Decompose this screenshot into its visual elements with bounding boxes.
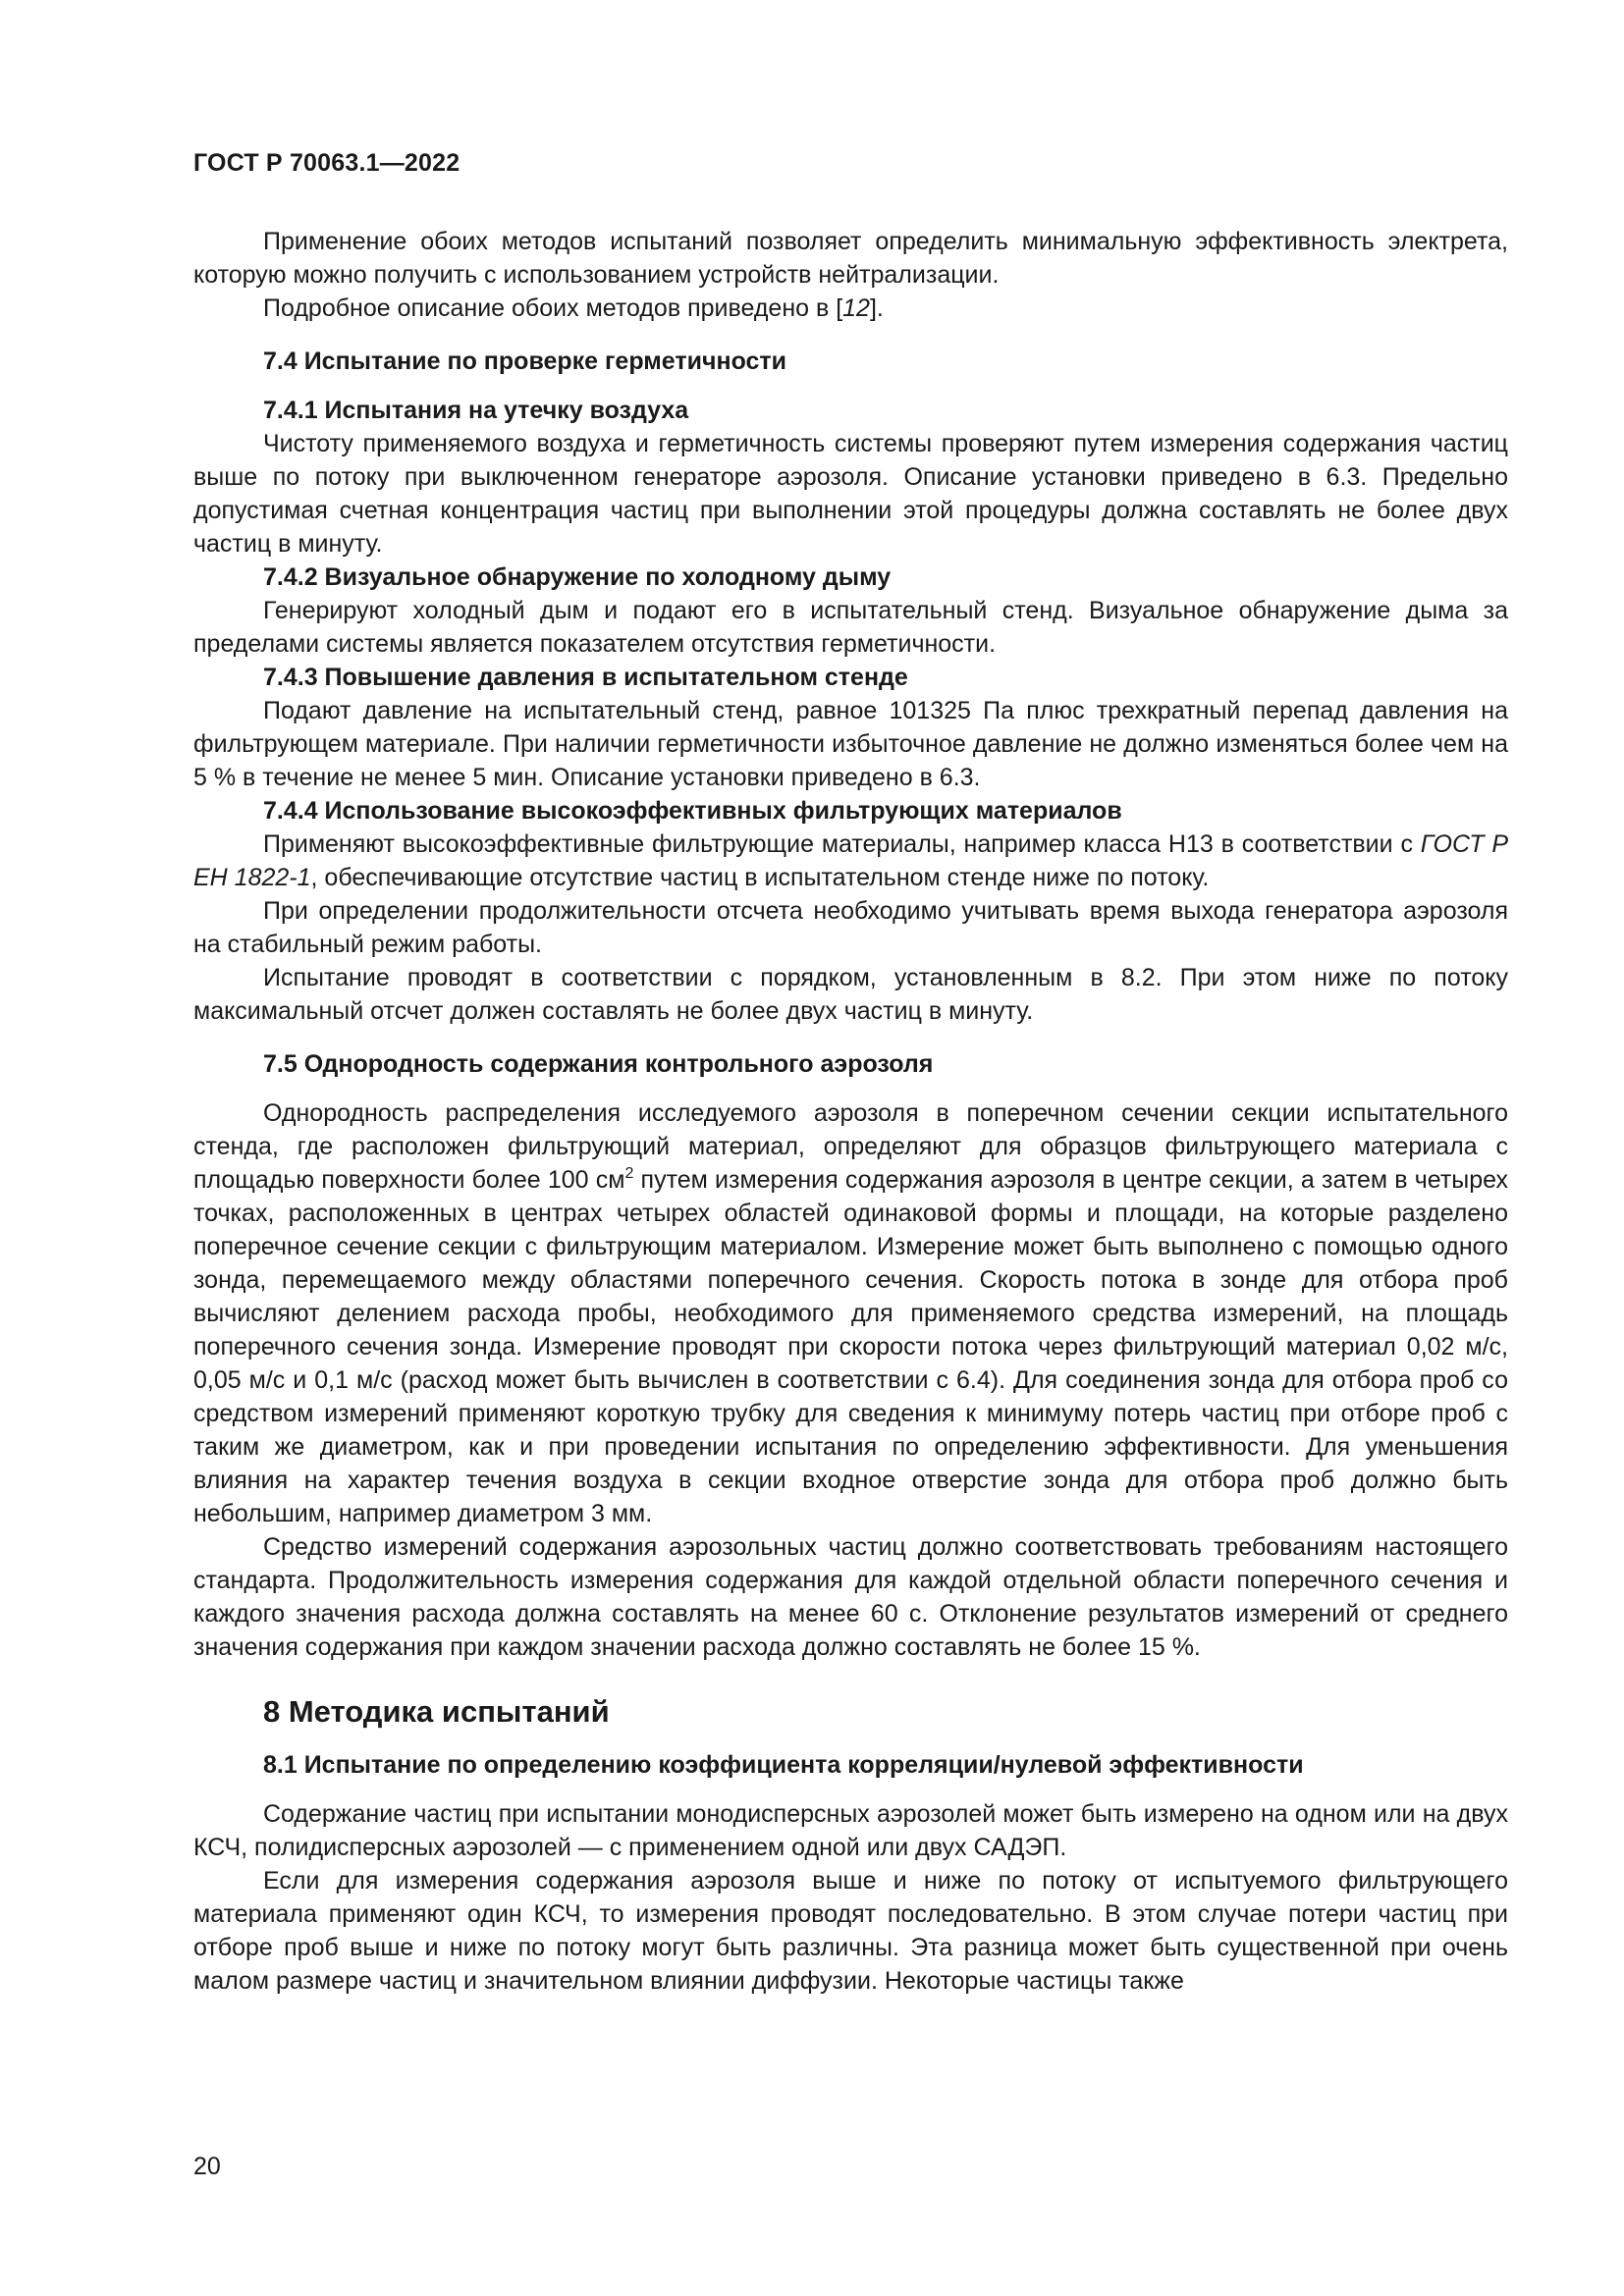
section-heading-8-1: 8.1 Испытание по определению коэффициента корреляции/нулевой эффективности — [263, 1751, 1304, 1779]
text-run: Подробное описание обоих методов приведено в [ — [263, 294, 843, 322]
paragraph: Генерируют холодный дым и подают его в испытательный стенд. Визуальное обнаружение дыма за пределами системы является показателем отсутствия герметичности. — [193, 597, 1508, 658]
text-run: , обеспечивающие отсутствие частиц в испытательном стенде ниже по потоку. — [310, 864, 1210, 891]
paragraph: Если для измерения содержания аэрозоля выше и ниже по потоку от испытуемого фильтрующего материала применяют один КСЧ, то измерения проводят последовательно. В этом случае потери частиц при отборе проб выше и ниже по потоку могут быть различны. Эта разница может быть существенной при очень малом размере частиц и значительном влиянии диффузии. Некоторые частицы также — [193, 1867, 1508, 1995]
paragraph: Подают давление на испытательный стенд, равное 101325 Па плюс трехкратный перепад давления на фильтрующем материале. При наличии герметичности избыточное давление не должно изменяться более чем на 5 % в течение не менее 5 мин. Описание установки приведено в 6.3. — [193, 697, 1508, 791]
paragraph — [193, 292, 1508, 325]
text-run: ]. — [869, 294, 884, 322]
superscript: 2 — [624, 1165, 634, 1182]
text-run: Применяют высокоэффективные фильтрующие материалы, например класса Н13 в соответствии с — [263, 830, 1421, 858]
section-heading-8: 8 Методика испытаний — [263, 1694, 610, 1729]
paragraph — [193, 1096, 1508, 1530]
section-heading-7-4-3: 7.4.3 Повышение давления в испытательном стенде — [263, 664, 908, 691]
standard-reference: ГОСТ Р ЕН 1822-1 — [193, 830, 1508, 891]
paragraph — [193, 828, 1508, 894]
section-heading-7-4-4: 7.4.4 Использование высокоэффективных фильтрующих материалов — [263, 797, 1122, 825]
page-number: 20 — [193, 2153, 221, 2180]
paragraph: Средство измерений содержания аэрозольных частиц должно соответствовать требованиям настоящего стандарта. Продолжительность измерения содержания для каждой отдельной области поперечного сечения и каждого значения расхода должна составлять на менее 60 с. Отклонение результатов измерений от среднего значения содержания при каждом значении расхода должно составлять не более 15 %. — [193, 1533, 1508, 1661]
section-heading-7-4: 7.4 Испытание по проверке герметичности — [263, 347, 787, 375]
paragraph: Содержание частиц при испытании монодисперсных аэрозолей может быть измерено на одном или на двух КСЧ, полидисперсных аэрозолей — с применением одной или двух САДЭП. — [193, 1800, 1508, 1861]
paragraph: Применение обоих методов испытаний позволяет определить минимальную эффективность электрета, которую можно получить с использованием устройств нейтрализации. — [193, 228, 1508, 289]
document-body — [193, 225, 1508, 1998]
text-run: путем измерения содержания аэрозоля в центре секции, а затем в четырех точках, расположенных в центрах четырех областей одинаковой формы и площади, на которые разделено поперечное сечение секции с фильтрующим материалом. Измерение может быть выполнено с помощью одного зонда, перемещаемого между областями поперечного сечения. Скорость потока в зонде для отбора проб вычисляют делением расхода пробы, необходимого для применяемого средства измерений, на площадь поперечного сечения зонда. Измерение проводят при скорости потока через фильтрующий материал 0,02 м/с, 0,05 м/с и 0,1 м/с (расход может быть вычислен в соответствии с 6.4). Для соединения зонда для отбора проб со средством измерений применяют короткую трубку для сведения к минимуму потерь частиц при отборе проб с таким же диаметром, как и при проведении испытания по определению эффективности. Для уменьшения влияния на характер течения воздуха в секции входное отверстие зонда для отбора проб должно быть небольшим, например диаметром 3 мм. — [193, 1166, 1508, 1527]
document-id: ГОСТ Р 70063.1—2022 — [193, 149, 460, 177]
text-run: Однородность распределения исследуемого аэрозоля в поперечном сечении секции испытательного стенда, где расположен фильтрующий материал, определяют для образцов фильтрующего материала с площадью поверхности более 100 см — [193, 1099, 1508, 1194]
paragraph: Чистоту применяемого воздуха и герметичность системы проверяют путем измерения содержания частиц выше по потоку при выключенном генераторе аэрозоля. Описание установки приведено в 6.3. Предельно допустимая счетная концентрация частиц при выполнении этой процедуры должна составлять не более двух частиц в минуту. — [193, 430, 1508, 558]
paragraph: Испытание проводят в соответствии с порядком, установленным в 8.2. При этом ниже по потоку максимальный отсчет должен составлять не более двух частиц в минуту. — [193, 964, 1508, 1025]
section-heading-7-5: 7.5 Однородность содержания контрольного аэрозоля — [263, 1050, 934, 1078]
section-heading-7-4-2: 7.4.2 Визуальное обнаружение по холодному дыму — [263, 563, 892, 591]
reference: 12 — [842, 294, 870, 322]
section-heading-7-4-1: 7.4.1 Испытания на утечку воздуха — [263, 397, 689, 424]
paragraph: При определении продолжительности отсчета необходимо учитывать время выхода генератора аэрозоля на стабильный режим работы. — [193, 897, 1508, 958]
